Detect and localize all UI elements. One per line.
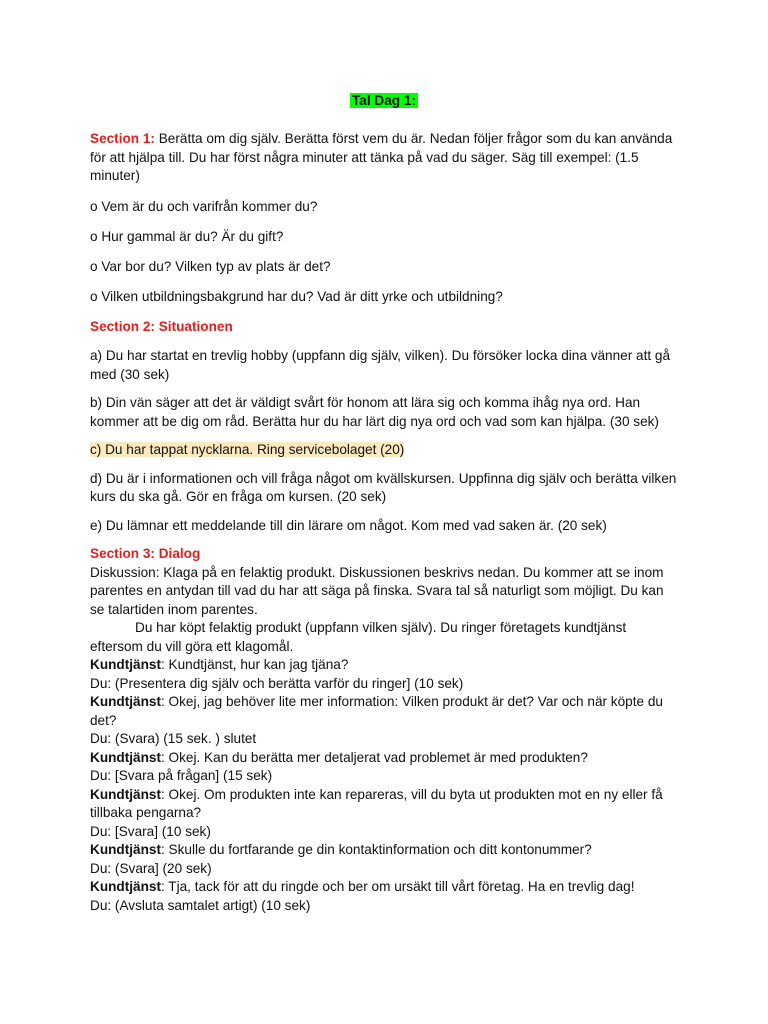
situation-item-e: e) Du lämnar ett meddelande till din lärare om något. Kom med vad saken är. (20 sek)	[90, 517, 607, 533]
question-item: o Vem är du och varifrån kommer du?	[90, 198, 318, 214]
dialog-text: : Skulle du fortfarande ge din kontaktinformation och ditt kontonummer?	[160, 842, 592, 857]
section-3-heading: Section 3: Dialog	[90, 546, 201, 561]
dialog-text: : Tja, tack för att du ringde och ber om ursäkt till vårt företag. Ha en trevlig dag!	[160, 879, 635, 894]
question-item: o Var bor du? Vilken typ av plats är det?	[90, 258, 331, 274]
dialog-text: : Okej, jag behöver lite mer information: Vilken produkt är det? Var och när köpte du det?	[90, 694, 663, 728]
dialog-line-du: Du: [Svara] (10 sek)	[90, 823, 211, 839]
document-body	[90, 130, 678, 915]
situation-item-a: a) Du har startat en trevlig hobby (uppfann dig själv, vilken). Du försöker locka dina vänner att gå med (30 sek)	[90, 348, 671, 382]
dialog-text: : Okej. Om produkten inte kan repareras, vill du byta ut produkten mot en ny eller få tillbaka pengarna?	[90, 786, 663, 820]
situation-item-d: d) Du är i informationen och vill fråga något om kvällskursen. Uppfinna dig själv och berätta vilken kurs du ska gå. Gör en fråga om kursen. (20 sek)	[90, 470, 677, 504]
dialog-line-kundtjanst	[90, 693, 678, 730]
situation-item-c	[90, 441, 678, 460]
dialog-line-du: Du: (Avsluta samtalet artigt) (10 sek)	[90, 897, 311, 913]
section-1-label: Section 1:	[90, 131, 155, 146]
dialog-lines	[90, 656, 678, 915]
page-title: Tal Dag 1:	[352, 93, 416, 108]
dialog-line-kundtjanst	[90, 786, 678, 823]
situation-item-b: b) Din vän säger att det är väldigt svårt för honom att lära sig och komma ihåg nya ord. Han kommer att be dig om råd. Berätta hur du har lärt dig nya ord och vad som kan hjälpa. (30 sek)	[90, 395, 659, 429]
dialog-scenario: Du har köpt felaktig produkt (uppfann vilken själv). Du ringer företagets kundtjänst eftersom du vill göra ett klagomål.	[90, 620, 627, 654]
speaker-label: Kundtjänst	[90, 694, 161, 709]
section-2-heading: Section 2: Situationen	[90, 318, 233, 334]
dialog-line-kundtjanst	[90, 841, 678, 860]
speaker-label: Kundtjänst	[90, 786, 161, 802]
dialog-line-du: Du: (Svara] (20 sek)	[90, 860, 212, 876]
dialog-line-kundtjanst	[90, 878, 678, 897]
speaker-label: Kundtjänst	[90, 842, 161, 857]
dialog-line-kundtjanst	[90, 656, 678, 675]
question-item: o Hur gammal är du? Är du gift?	[90, 228, 284, 244]
dialog-line-du: Du: (Svara) (15 sek. ) slutet	[90, 731, 257, 746]
dialog-line-kundtjanst	[90, 749, 678, 768]
dialog-intro: Diskussion: Klaga på en felaktig produkt. Diskussionen beskrivs nedan. Du kommer att se inom parentes en antydan till vad du har att säga på finska. Svara tal så naturligt som möjligt. Du kan se talartiden inom parentes.	[90, 564, 664, 617]
dialog-text: : Okej. Kan du berätta mer detaljerat vad problemet är med produkten?	[160, 749, 588, 765]
dialog-text: : Kundtjänst, hur kan jag tjäna?	[160, 657, 349, 672]
speaker-label: Kundtjänst	[90, 657, 161, 672]
speaker-label: Kundtjänst	[90, 749, 161, 765]
highlighted-text: c) Du har tappat nycklarna. Ring servicebolaget (20)	[90, 442, 405, 457]
dialog-line-du: Du: (Presentera dig själv och berätta varför du ringer] (10 sek)	[90, 675, 464, 691]
section-1-paragraph	[90, 130, 678, 186]
dialog-line-du: Du: [Svara på frågan] (15 sek)	[90, 768, 273, 783]
section-1-text: Berätta om dig själv. Berätta först vem du är. Nedan följer frågor som du kan använda för att hjälpa till. Du har först några minuter att tänka på vad du säger. Säg till exempel: (1.5 minuter)	[90, 131, 673, 183]
speaker-label: Kundtjänst	[90, 879, 161, 894]
question-item: o Vilken utbildningsbakgrund har du? Vad är ditt yrke och utbildning?	[90, 288, 503, 304]
